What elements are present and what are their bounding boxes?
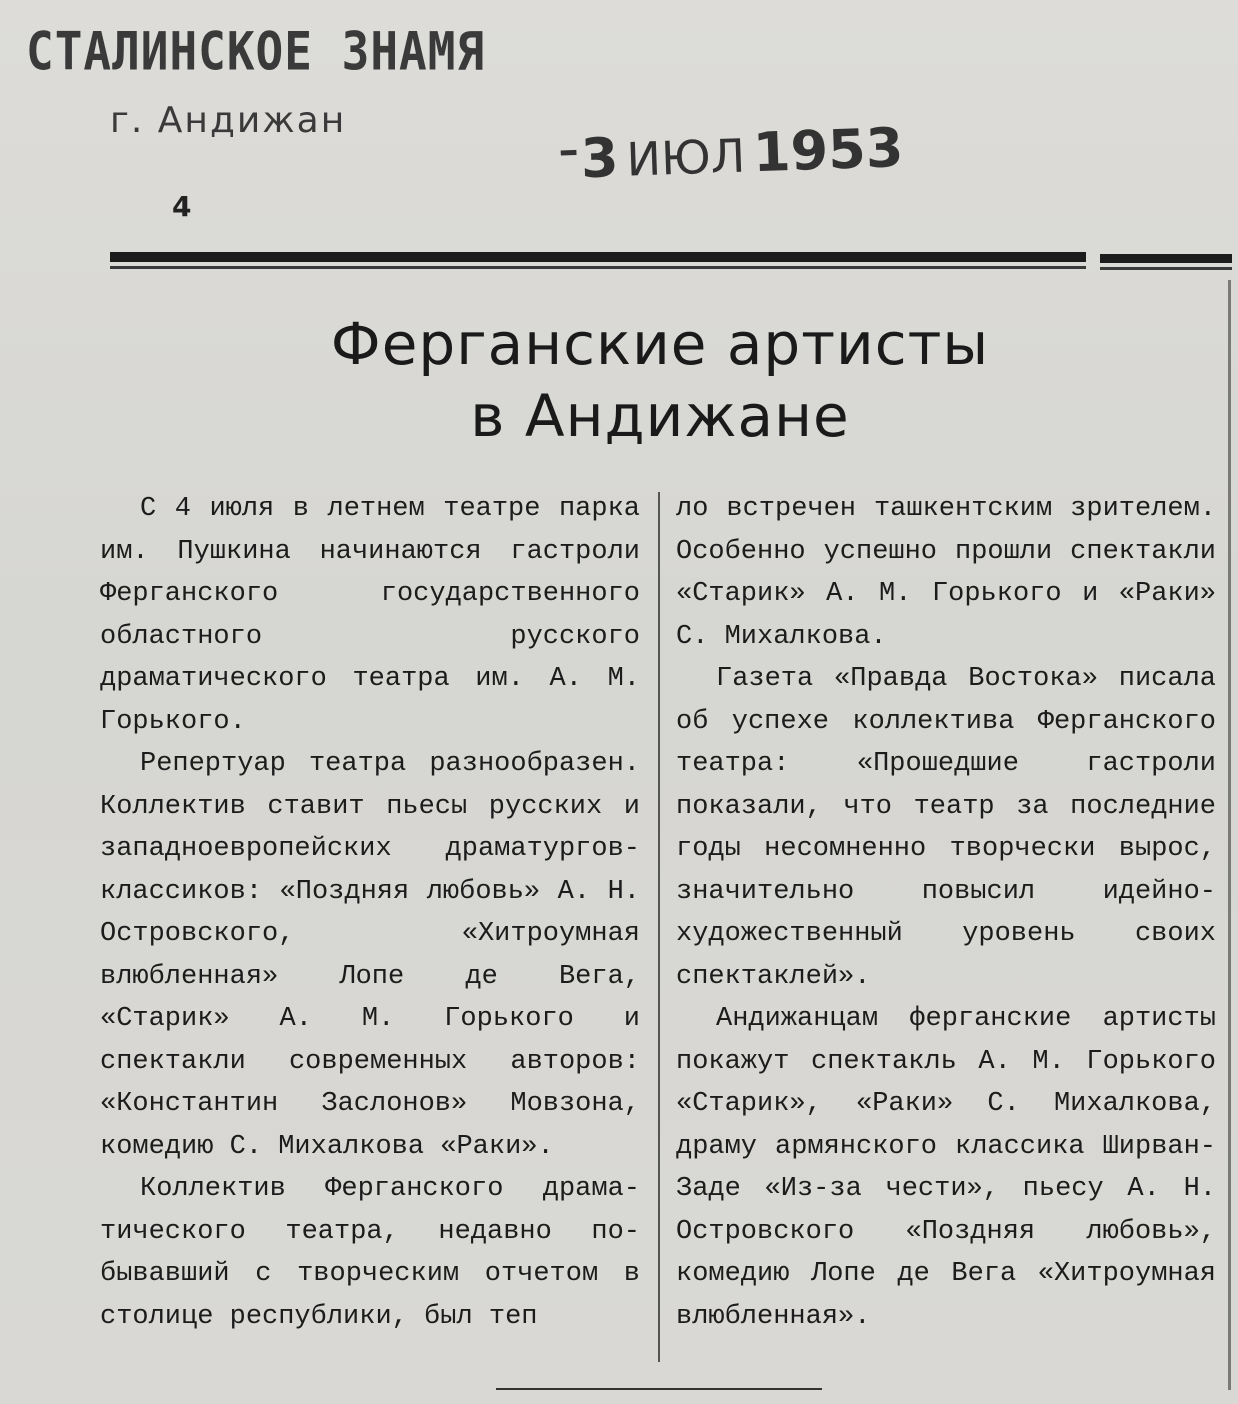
column-edge-rule — [1228, 280, 1231, 1390]
header-rule-thin — [110, 266, 1086, 269]
city-stamp: г. Андижан — [110, 100, 347, 141]
header-rule-side — [1100, 254, 1232, 263]
date-dash: – — [557, 127, 580, 175]
article-column-left — [100, 488, 640, 1338]
paragraph: С 4 июля в летнем театре парка им. Пушкина начинаются гастроли Ферганского государственного областного русского драматического театра им. А. М. Горького. — [100, 494, 640, 737]
paragraph: Коллектив Ферганского драматического театра, недавно побывавший с творческим отчетом в столице республики, был теп — [100, 1174, 640, 1332]
date-stamp — [558, 116, 905, 191]
article-column-right — [676, 488, 1216, 1338]
paragraph: Газета «Правда Востока» писала об успехе коллектива Ферганского театра: «Прошедшие гастроли показали, что театр за последние годы несомненно творчески вырос, значительно повысил идейно-художественный уровень своих спектаклей». — [676, 664, 1216, 992]
paragraph: ло встречен ташкентским зрителем. Особенно успешно прошли спектакли «Старик» А. М. Горького и «Раки» С. Михалкова. — [676, 494, 1216, 652]
headline-line-1: Ферганские артисты — [330, 310, 990, 378]
page-number: 4 — [172, 190, 192, 223]
article-headline — [130, 308, 1190, 452]
date-year: 1953 — [751, 116, 905, 185]
paragraph: Репертуар театра разнообразен. Коллектив ставит пьесы русских и западноевропейских драматургов-классиков: «Поздняя любовь» А. Н. Островского, «Хитроумная влюбленная» Лопе де Вега, «Старик» А. М. Горького и спектакли современных авторов: «Константин Заслонов» Мовзона, комедию С. Михалкова «Раки». — [100, 749, 640, 1162]
header-rule-side-thin — [1100, 267, 1232, 270]
footer-rule — [496, 1388, 822, 1390]
date-month: ИЮЛ — [625, 128, 747, 187]
date-day: 3 — [579, 125, 620, 191]
column-divider — [658, 492, 660, 1362]
header-rule — [110, 252, 1086, 262]
newspaper-name-stamp: СТАЛИНСКОЕ ЗНАМЯ — [26, 20, 486, 83]
headline-line-2: в Андижане — [470, 382, 850, 450]
paragraph: Андижанцам ферганские артисты покажут спектакль А. М. Горького «Старик», «Раки» С. Михалкова, драму армянского классика Ширван-Заде «Из-за чести», пьесу А. Н. Островского «Поздняя любовь», комедию Лопе де Вега «Хитроумная влюбленная». — [676, 1004, 1216, 1332]
